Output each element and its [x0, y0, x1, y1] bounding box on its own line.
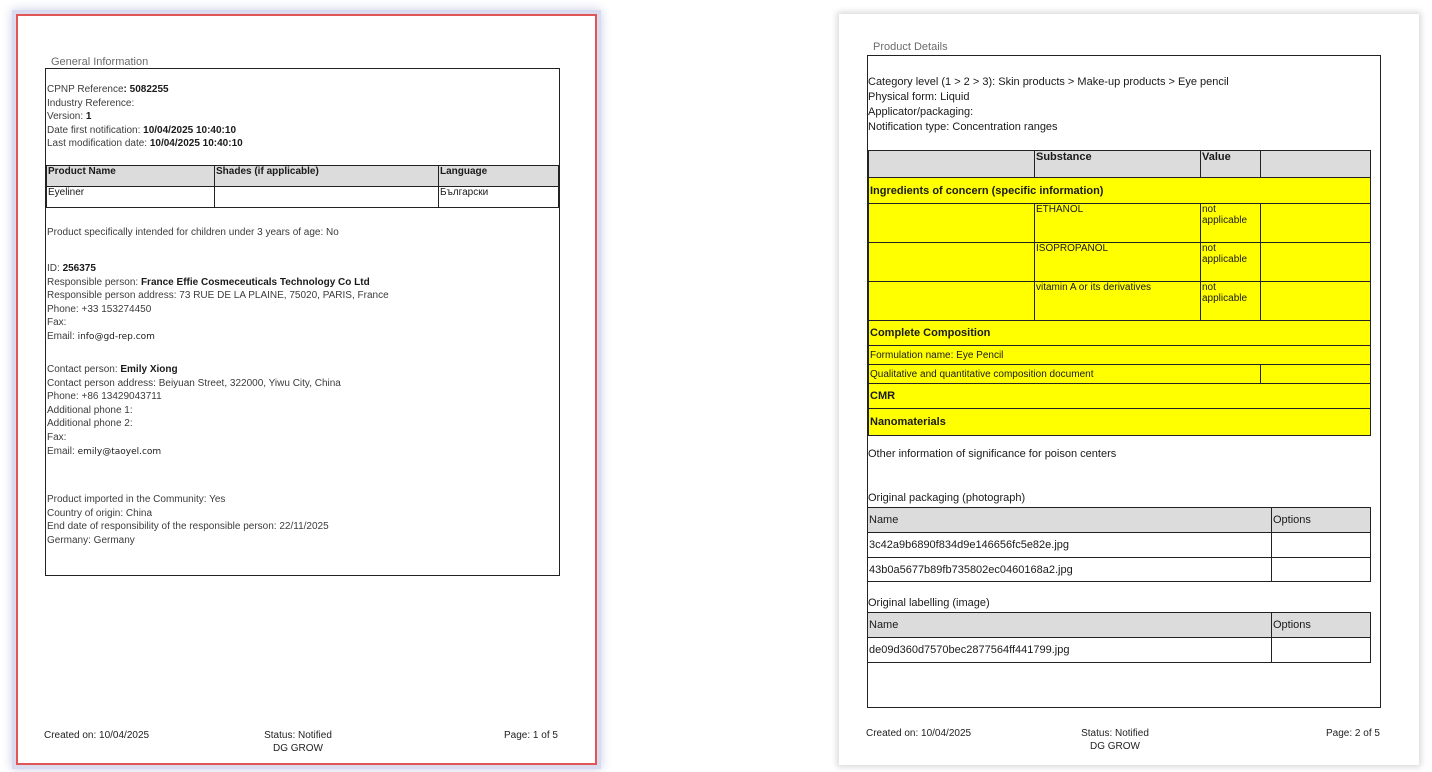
cell-language: Български — [439, 187, 559, 208]
table-row — [868, 638, 1371, 663]
header-blank-2 — [1261, 151, 1371, 178]
table-row — [869, 243, 1371, 282]
responsible-person: Responsible person: France Effie Cosmeceuticals Technology Co Ltd — [47, 276, 370, 288]
complete-composition-header: Complete Composition — [869, 321, 1371, 346]
imported-in-community: Product imported in the Community: Yes — [47, 494, 226, 505]
ingredients-of-concern-header: Ingredients of concern (specific information) — [869, 178, 1371, 204]
notification-type: Notification type: Concentration ranges — [868, 121, 1058, 133]
document-page-2[interactable] — [839, 14, 1419, 765]
contact-phone-2: Additional phone 2: — [47, 418, 133, 430]
file-options[interactable] — [1272, 558, 1371, 582]
category-level: Category level (1 > 2 > 3): Skin products > Make-up products > Eye pencil — [868, 76, 1229, 88]
responsible-phone: Phone: +33 153274450 — [47, 303, 152, 315]
file-options[interactable] — [1272, 533, 1371, 558]
cell-shades — [215, 187, 439, 208]
country-of-origin: Country of origin: China — [47, 507, 153, 519]
table-row — [869, 282, 1371, 321]
ingredient-value: not applicable — [1201, 243, 1261, 282]
contact-address: Contact person address: Beiyuan Street, 322000, Yiwu City, China — [47, 377, 341, 389]
header-shades: Shades (if applicable) — [215, 166, 439, 187]
labelling-table — [867, 612, 1371, 663]
header-product-name: Product Name — [47, 166, 215, 187]
footer-status: Status: Notified DG GROW — [264, 730, 332, 754]
qualitative-document: Qualitative and quantitative composition document — [869, 365, 1261, 384]
contact-person: Contact person: Emily Xiong — [47, 364, 178, 375]
table-row — [47, 187, 559, 208]
formulation-name: Formulation name: Eye Pencil — [869, 346, 1371, 365]
end-date-responsibility: End date of responsibility of the responsible person: 22/11/2025 — [47, 521, 329, 533]
header-options: Options — [1272, 508, 1371, 533]
responsible-email: Email: info@gd-rep.com — [47, 330, 155, 342]
contact-phone-1: Additional phone 1: — [47, 404, 133, 416]
header-substance: Substance — [1035, 151, 1201, 178]
header-name: Name — [868, 508, 1272, 533]
ingredient-value: not applicable — [1201, 204, 1261, 243]
table-row — [868, 533, 1371, 558]
packaging-table — [867, 507, 1371, 582]
date-first-notification: Date first notification: 10/04/2025 10:40:10 — [47, 124, 237, 136]
notification-info — [47, 83, 243, 151]
footer-page-number: Page: 1 of 5 — [504, 730, 558, 741]
labelling-title: Original labelling (image) — [868, 597, 990, 609]
responsible-id: ID: 256375 — [47, 263, 96, 274]
contact-fax: Fax: — [47, 431, 67, 443]
contact-person-block — [47, 363, 341, 459]
footer-status: Status: Notified DG GROW — [1081, 728, 1149, 752]
table-row — [868, 558, 1371, 582]
table-row — [869, 204, 1371, 243]
import-info-block — [47, 493, 329, 547]
nanomaterials-header: Nanomaterials — [869, 409, 1371, 436]
header-value: Value — [1201, 151, 1261, 178]
industry-reference: Industry Reference: — [47, 97, 135, 109]
other-information: Other information of significance for poison centers — [868, 448, 1117, 460]
labelling-file-link[interactable]: de09d360d7570bec2877564ff441799.jpg — [868, 638, 1272, 663]
header-options: Options — [1272, 613, 1371, 638]
document-page-1[interactable] — [16, 14, 597, 765]
packaging-file-link[interactable]: 3c42a9b6890f834d9e146656fc5e82e.jpg — [868, 533, 1272, 558]
physical-form: Physical form: Liquid — [868, 91, 970, 103]
cmr-header: CMR — [869, 384, 1371, 409]
header-blank-1 — [869, 151, 1035, 178]
last-modification-date: Last modification date: 10/04/2025 10:40:10 — [47, 138, 243, 150]
applicator-packaging: Applicator/packaging: — [868, 106, 974, 118]
composition-table — [868, 150, 1371, 436]
footer-page-number: Page: 2 of 5 — [1326, 728, 1380, 739]
file-options[interactable] — [1272, 638, 1371, 663]
cpnp-reference: CPNP Reference: 5082255 — [47, 84, 169, 95]
product-name-table — [46, 165, 559, 208]
header-name: Name — [868, 613, 1272, 638]
packaging-file-link[interactable]: 43b0a5677b89fb735802ec0460168a2.jpg — [868, 558, 1272, 582]
responsible-person-block — [47, 262, 389, 345]
cell-product-name: Eyeliner — [47, 187, 215, 208]
header-language: Language — [439, 166, 559, 187]
germany-field: Germany: Germany — [47, 534, 135, 546]
ingredient-name: ETHANOL — [1035, 204, 1201, 243]
children-info: Product specifically intended for children under 3 years of age: No — [47, 227, 339, 238]
footer-created: Created on: 10/04/2025 — [866, 728, 972, 739]
version: Version: 1 — [47, 111, 92, 123]
ingredient-value: not applicable — [1201, 282, 1261, 321]
contact-email: Email: emily@taoyel.com — [47, 445, 162, 457]
section-title-product-details: Product Details — [873, 41, 948, 53]
responsible-address: Responsible person address: 73 RUE DE LA PLAINE, 75020, PARIS, France — [47, 290, 389, 302]
contact-phone: Phone: +86 13429043711 — [47, 391, 162, 403]
ingredient-name: vitamin A or its derivatives — [1035, 282, 1201, 321]
responsible-fax: Fax: — [47, 317, 67, 329]
ingredient-name: ISOPROPANOL — [1035, 243, 1201, 282]
section-title-general: General Information — [51, 56, 149, 68]
packaging-title: Original packaging (photograph) — [868, 492, 1026, 504]
footer-created: Created on: 10/04/2025 — [44, 730, 150, 741]
product-details-info — [868, 75, 1229, 135]
